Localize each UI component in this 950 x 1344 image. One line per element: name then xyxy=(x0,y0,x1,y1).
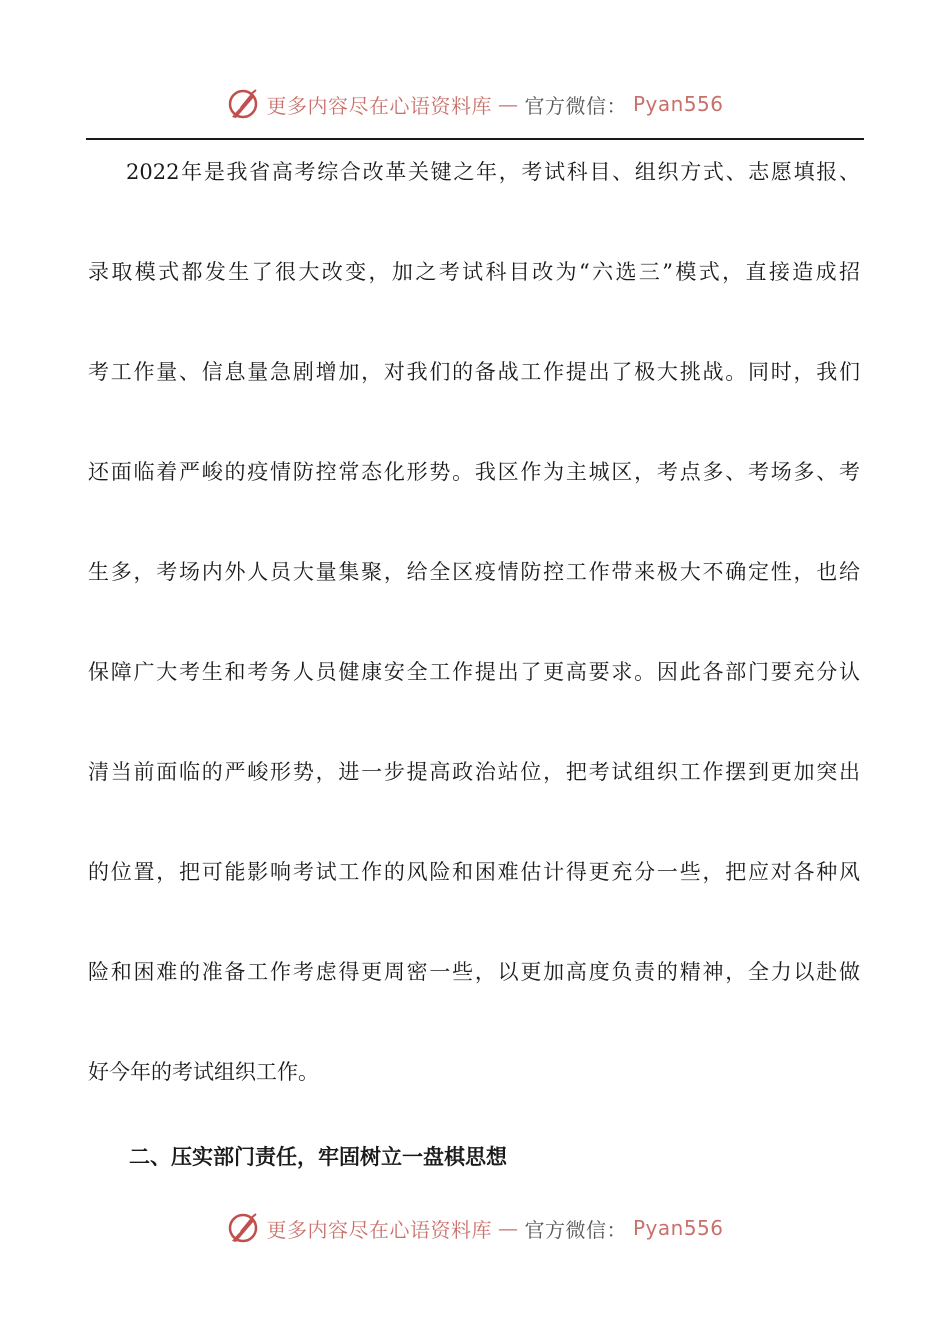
header-dash: — xyxy=(497,92,519,116)
footer-brand-text: 更多内容尽在心语资料库 xyxy=(266,1217,492,1242)
paragraph-line: 生多，考场内外人员大量集聚，给全区疫情防控工作带来极大不确定性，也给 xyxy=(88,560,860,584)
paragraph-line: 考工作量、信息量急剧增加，对我们的备战工作提出了极大挑战。同时，我们 xyxy=(88,360,860,384)
document-body xyxy=(88,147,860,1147)
quill-pen-logo-icon xyxy=(226,1211,260,1245)
header-banner xyxy=(0,84,950,124)
paragraph-line: 的位置，把可能影响考试工作的风险和困难估计得更充分一些，把应对各种风 xyxy=(88,860,860,884)
header-wechat-id: Pyan556 xyxy=(632,92,724,116)
paragraph-line: 还面临着严峻的疫情防控常态化形势。我区作为主城区，考点多、考场多、考 xyxy=(88,460,860,484)
paragraph-line: 2022年是我省高考综合改革关键之年，考试科目、组织方式、志愿填报、 xyxy=(126,160,860,184)
quill-pen-logo-icon xyxy=(226,87,260,121)
header-brand-text: 更多内容尽在心语资料库 xyxy=(266,93,492,118)
footer-dash: — xyxy=(497,1216,519,1240)
body-paragraph xyxy=(88,147,860,1147)
section-heading: 二、压实部门责任，牢固树立一盘棋思想 xyxy=(129,1145,507,1169)
header-divider xyxy=(86,138,864,140)
footer-official-label: 官方微信： xyxy=(524,1217,627,1242)
footer-banner xyxy=(0,1208,950,1248)
header-official-label: 官方微信： xyxy=(524,93,627,118)
paragraph-line: 好今年的考试组织工作。 xyxy=(88,1060,319,1084)
paragraph-line: 清当前面临的严峻形势，进一步提高政治站位，把考试组织工作摆到更加突出 xyxy=(88,760,860,784)
paragraph-line: 录取模式都发生了很大改变，加之考试科目改为“六选三”模式，直接造成招 xyxy=(88,260,860,284)
paragraph-line: 险和困难的准备工作考虑得更周密一些，以更加高度负责的精神，全力以赴做 xyxy=(88,960,860,984)
paragraph-line: 保障广大考生和考务人员健康安全工作提出了更高要求。因此各部门要充分认 xyxy=(88,660,860,684)
footer-wechat-id: Pyan556 xyxy=(632,1216,724,1240)
